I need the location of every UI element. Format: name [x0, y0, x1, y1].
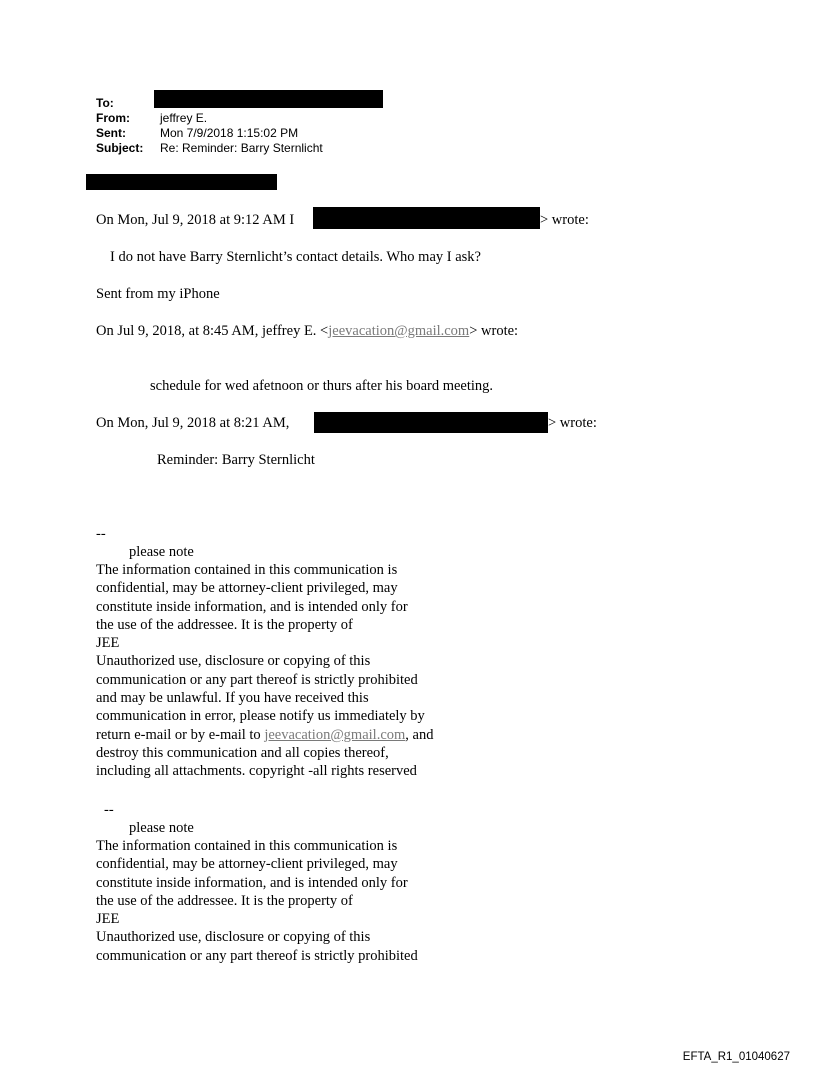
disclaimer-1-separator: --: [96, 526, 106, 542]
quote-2-prefix: On Jul 9, 2018, at 8:45 AM, jeffrey E. <: [96, 323, 329, 339]
sent-value: Mon 7/9/2018 1:15:02 PM: [160, 126, 299, 140]
disclaimer-line: confidential, may be attorney-client privileged, may: [96, 580, 398, 597]
disclaimer-2-body: [96, 837, 418, 965]
disclaimer-line: and may be unlawful. If you have received this: [96, 690, 369, 707]
disclaimer-line: communication or any part thereof is strictly prohibited: [96, 947, 418, 964]
disclaimer-line: Unauthorized use, disclosure or copying of this: [96, 929, 371, 946]
header-from-row: [96, 111, 207, 126]
from-value: jeffrey E.: [160, 111, 208, 125]
disclaimer-line: The information contained in this communication is: [96, 562, 398, 578]
disclaimer-line: JEE: [96, 911, 120, 928]
disclaimer-1-body: [96, 561, 433, 781]
quote-1-prefix: On Mon, Jul 9, 2018 at 9:12 AM I: [96, 212, 295, 228]
disclaimer-line: confidential, may be attorney-client privileged, may: [96, 856, 398, 873]
quote-2-email-link[interactable]: jeevacation@gmail.com: [328, 323, 470, 339]
email-line-prefix: return e-mail or by e-mail to: [96, 726, 265, 743]
quote-1-attribution: [96, 211, 294, 229]
disclaimer-line: communication in error, please notify us immediately by: [96, 708, 425, 725]
from-label: From:: [96, 111, 130, 125]
disclaimer-line: The information contained in this communication is: [96, 838, 398, 854]
disclaimer-email-link[interactable]: jeevacation@gmail.com: [264, 726, 406, 743]
disclaimer-line: communication or any part thereof is strictly prohibited: [96, 671, 418, 688]
reply-3-text: Reminder: Barry Sternlicht: [157, 452, 315, 468]
subject-label: Subject:: [96, 141, 144, 155]
reply-2-text: schedule for wed afetnoon or thurs after his board meeting.: [150, 378, 494, 394]
disclaimer-line: constitute inside information, and is intended only for: [96, 598, 408, 615]
disclaimer-line: destroy this communication and all copies thereof,: [96, 744, 389, 761]
header-subject-row: [96, 141, 323, 156]
quote-2-suffix: > wrote:: [469, 323, 519, 339]
quote-3-attribution: [96, 414, 289, 432]
to-label: To:: [96, 96, 114, 110]
email-line-suffix: , and: [405, 726, 434, 743]
disclaimer-email-line: [96, 726, 433, 744]
sent-label: Sent:: [96, 126, 126, 140]
disclaimer-line: constitute inside information, and is intended only for: [96, 874, 408, 891]
redaction-quote-3-sender: [314, 412, 548, 433]
header-to-row: [96, 96, 160, 111]
reply-1-text: I do not have Barry Sternlicht’s contact details. Who may I ask?: [110, 249, 481, 265]
redaction-quote-1-sender: [313, 207, 540, 229]
sent-from-line: Sent from my iPhone: [96, 286, 220, 302]
disclaimer-line: Unauthorized use, disclosure or copying of this: [96, 653, 371, 670]
quote-3-suffix: > wrote:: [548, 415, 597, 431]
subject-value: Re: Reminder: Barry Sternlicht: [160, 141, 323, 155]
disclaimer-line: the use of the addressee. It is the property of: [96, 616, 353, 633]
disclaimer-line: JEE: [96, 635, 120, 652]
redaction-to-recipient: [154, 90, 383, 108]
document-id: EFTA_R1_01040627: [682, 1051, 790, 1063]
quote-2-attribution: [96, 322, 518, 340]
disclaimer-2-separator: --: [104, 802, 114, 818]
header-sent-row: [96, 126, 298, 141]
redaction-block-1: [86, 174, 277, 190]
quote-1-suffix: > wrote:: [540, 212, 589, 228]
quote-3-prefix: On Mon, Jul 9, 2018 at 8:21 AM,: [96, 415, 290, 431]
disclaimer-1-heading: please note: [129, 544, 194, 560]
disclaimer-line: the use of the addressee. It is the property of: [96, 892, 353, 909]
disclaimer-line: including all attachments. copyright -all rights reserved: [96, 763, 417, 780]
disclaimer-2-heading: please note: [129, 820, 194, 836]
